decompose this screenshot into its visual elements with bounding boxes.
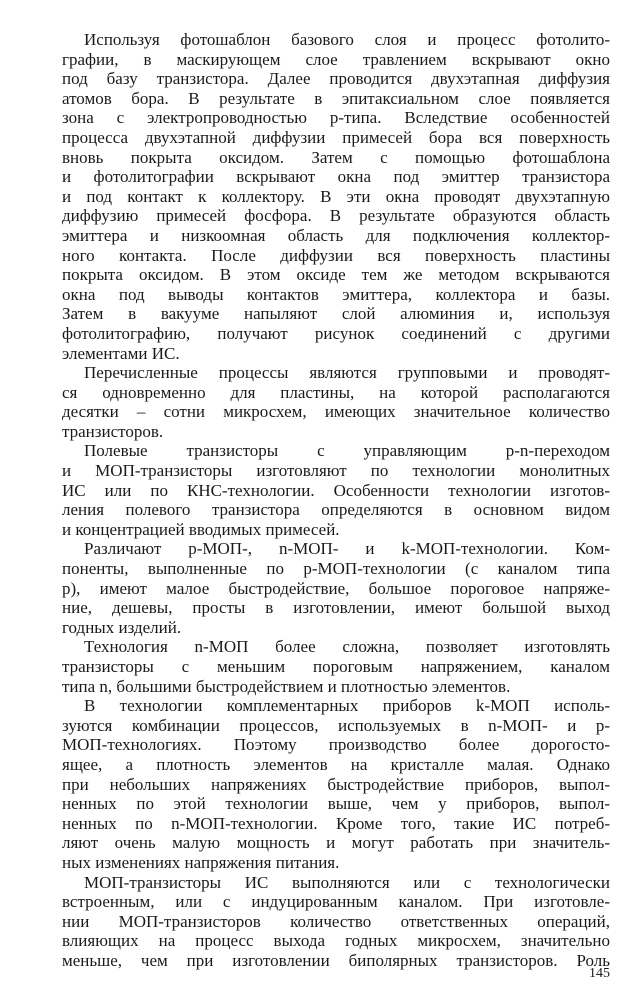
text-line: ненных по n-МОП-технологии. Кроме того, такие ИС потреб-	[62, 813, 610, 833]
text-line: зуются комбинации процессов, используемых в n-МОП- и p-	[62, 715, 610, 735]
text-line: элементами ИС.	[62, 343, 180, 363]
text-line: В технологии комплементарных приборов k-МОП исполь-	[84, 696, 610, 716]
text-line: эмиттера и низкоомная область для подключения коллектор-	[62, 225, 610, 245]
text-line: поненты, выполненные по p-МОП-технологии (с каналом типа	[62, 559, 610, 579]
text-line: Технология n-МОП более сложна, позволяет изготовлять	[84, 637, 610, 657]
text-line: ных изменениях напряжения питания.	[62, 852, 340, 872]
text-line: МОП-технологиях. Поэтому производство более дорогосто-	[62, 735, 610, 755]
text-line: зона с электропроводностью p-типа. Вследствие особенностей	[62, 108, 610, 128]
paragraph-7	[62, 873, 610, 971]
text-line: фотолитографию, получают рисунок соединений с другими	[62, 323, 610, 343]
paragraph-5	[62, 637, 610, 696]
text-line: ящее, а плотность элементов на кристалле малая. Однако	[62, 754, 610, 774]
text-line: ного контакта. После диффузии вся поверхность пластины	[62, 245, 610, 265]
text-line: и фотолитографии вскрывают окна под эмиттер транзистора	[62, 167, 610, 187]
paragraph-2	[62, 363, 610, 441]
text-line: покрыта оксидом. В этом оксиде тем же методом вскрываются	[62, 265, 610, 285]
text-line: диффузию примесей фосфора. В результате образуются область	[62, 206, 610, 226]
text-line: под базу транзистора. Далее проводится двухэтапная диффузия	[62, 69, 610, 89]
text-line: встроенным, или с индуцированным каналом. При изготовле-	[62, 892, 610, 912]
text-line: Различают p-МОП-, n-МОП- и k-МОП-технологии. Ком-	[84, 539, 610, 559]
text-line: МОП-транзисторы ИС выполняются или с технологически	[84, 872, 610, 892]
text-line: Перечисленные процессы являются групповыми и проводят-	[84, 363, 610, 383]
text-line: ся одновременно для пластины, на которой располагаются	[62, 382, 610, 402]
text-line: Затем в вакууме напыляют слой алюминия и, используя	[62, 304, 610, 324]
text-line: влияющих на процесс выхода годных микросхем, значительно	[62, 931, 610, 951]
text-line: транзисторы с меньшим пороговым напряжением, каналом	[62, 657, 610, 676]
text-line: графии, в маскирующем слое травлением вскрывают окно	[62, 49, 610, 69]
paragraph-6	[62, 696, 610, 872]
text-line: нии МОП-транзисторов количество ответственных операций,	[62, 911, 610, 931]
text-line: транзисторов.	[62, 421, 164, 441]
text-line: Полевые транзисторы с управляющим p-n-переходом	[84, 441, 610, 461]
text-line: типа n, большими быстродействием и плотностью элементов.	[62, 676, 511, 696]
text-line: при небольших напряжениях быстродействие приборов, выпол-	[62, 774, 610, 794]
text-line: p), имеют малое быстродействие, большое пороговое напряже-	[62, 578, 610, 598]
paragraph-4	[62, 539, 610, 637]
text-line: ления полевого транзистора определяются в основном видом	[62, 500, 610, 520]
text-line: ненных по этой технологии выше, чем у приборов, выпол-	[62, 794, 610, 814]
text-line: десятки – сотни микросхем, имеющих значительное количество	[62, 402, 610, 422]
text-line: окна под выводы контактов эмиттера, коллектора и базы.	[62, 284, 610, 304]
paragraph-1	[62, 30, 610, 363]
text-line: меньше, чем при изготовлении биполярных транзисторов. Роль	[62, 950, 610, 970]
text-line: и МОП-транзисторы изготовляют по технологии монолитных	[62, 461, 610, 481]
page-number: 145	[589, 966, 610, 981]
text-line: ИС или по КНС-технологии. Особенности технологии изготов-	[62, 480, 610, 500]
paragraph-3	[62, 441, 610, 539]
text-line: и под контакт к коллектору. В эти окна проводят двухэтапную	[62, 186, 610, 206]
text-line: Используя фотошаблон базового слоя и процесс фотолито-	[84, 30, 610, 49]
text-line: ние, дешевы, просты в изготовлении, имеют большой выход	[62, 598, 610, 618]
text-line: и концентрацией вводимых примесей.	[62, 519, 340, 539]
text-line: процесса двухэтапной диффузии примесей бора вся поверхность	[62, 127, 610, 147]
text-line: вновь покрыта оксидом. Затем с помощью фотошаблона	[62, 147, 610, 167]
text-line: годных изделий.	[62, 617, 182, 637]
text-line: ляют очень малую мощность и могут работать при значитель-	[62, 833, 610, 853]
text-line: атомов бора. В результате в эпитаксиальном слое появляется	[62, 88, 610, 108]
body-text	[62, 30, 610, 971]
